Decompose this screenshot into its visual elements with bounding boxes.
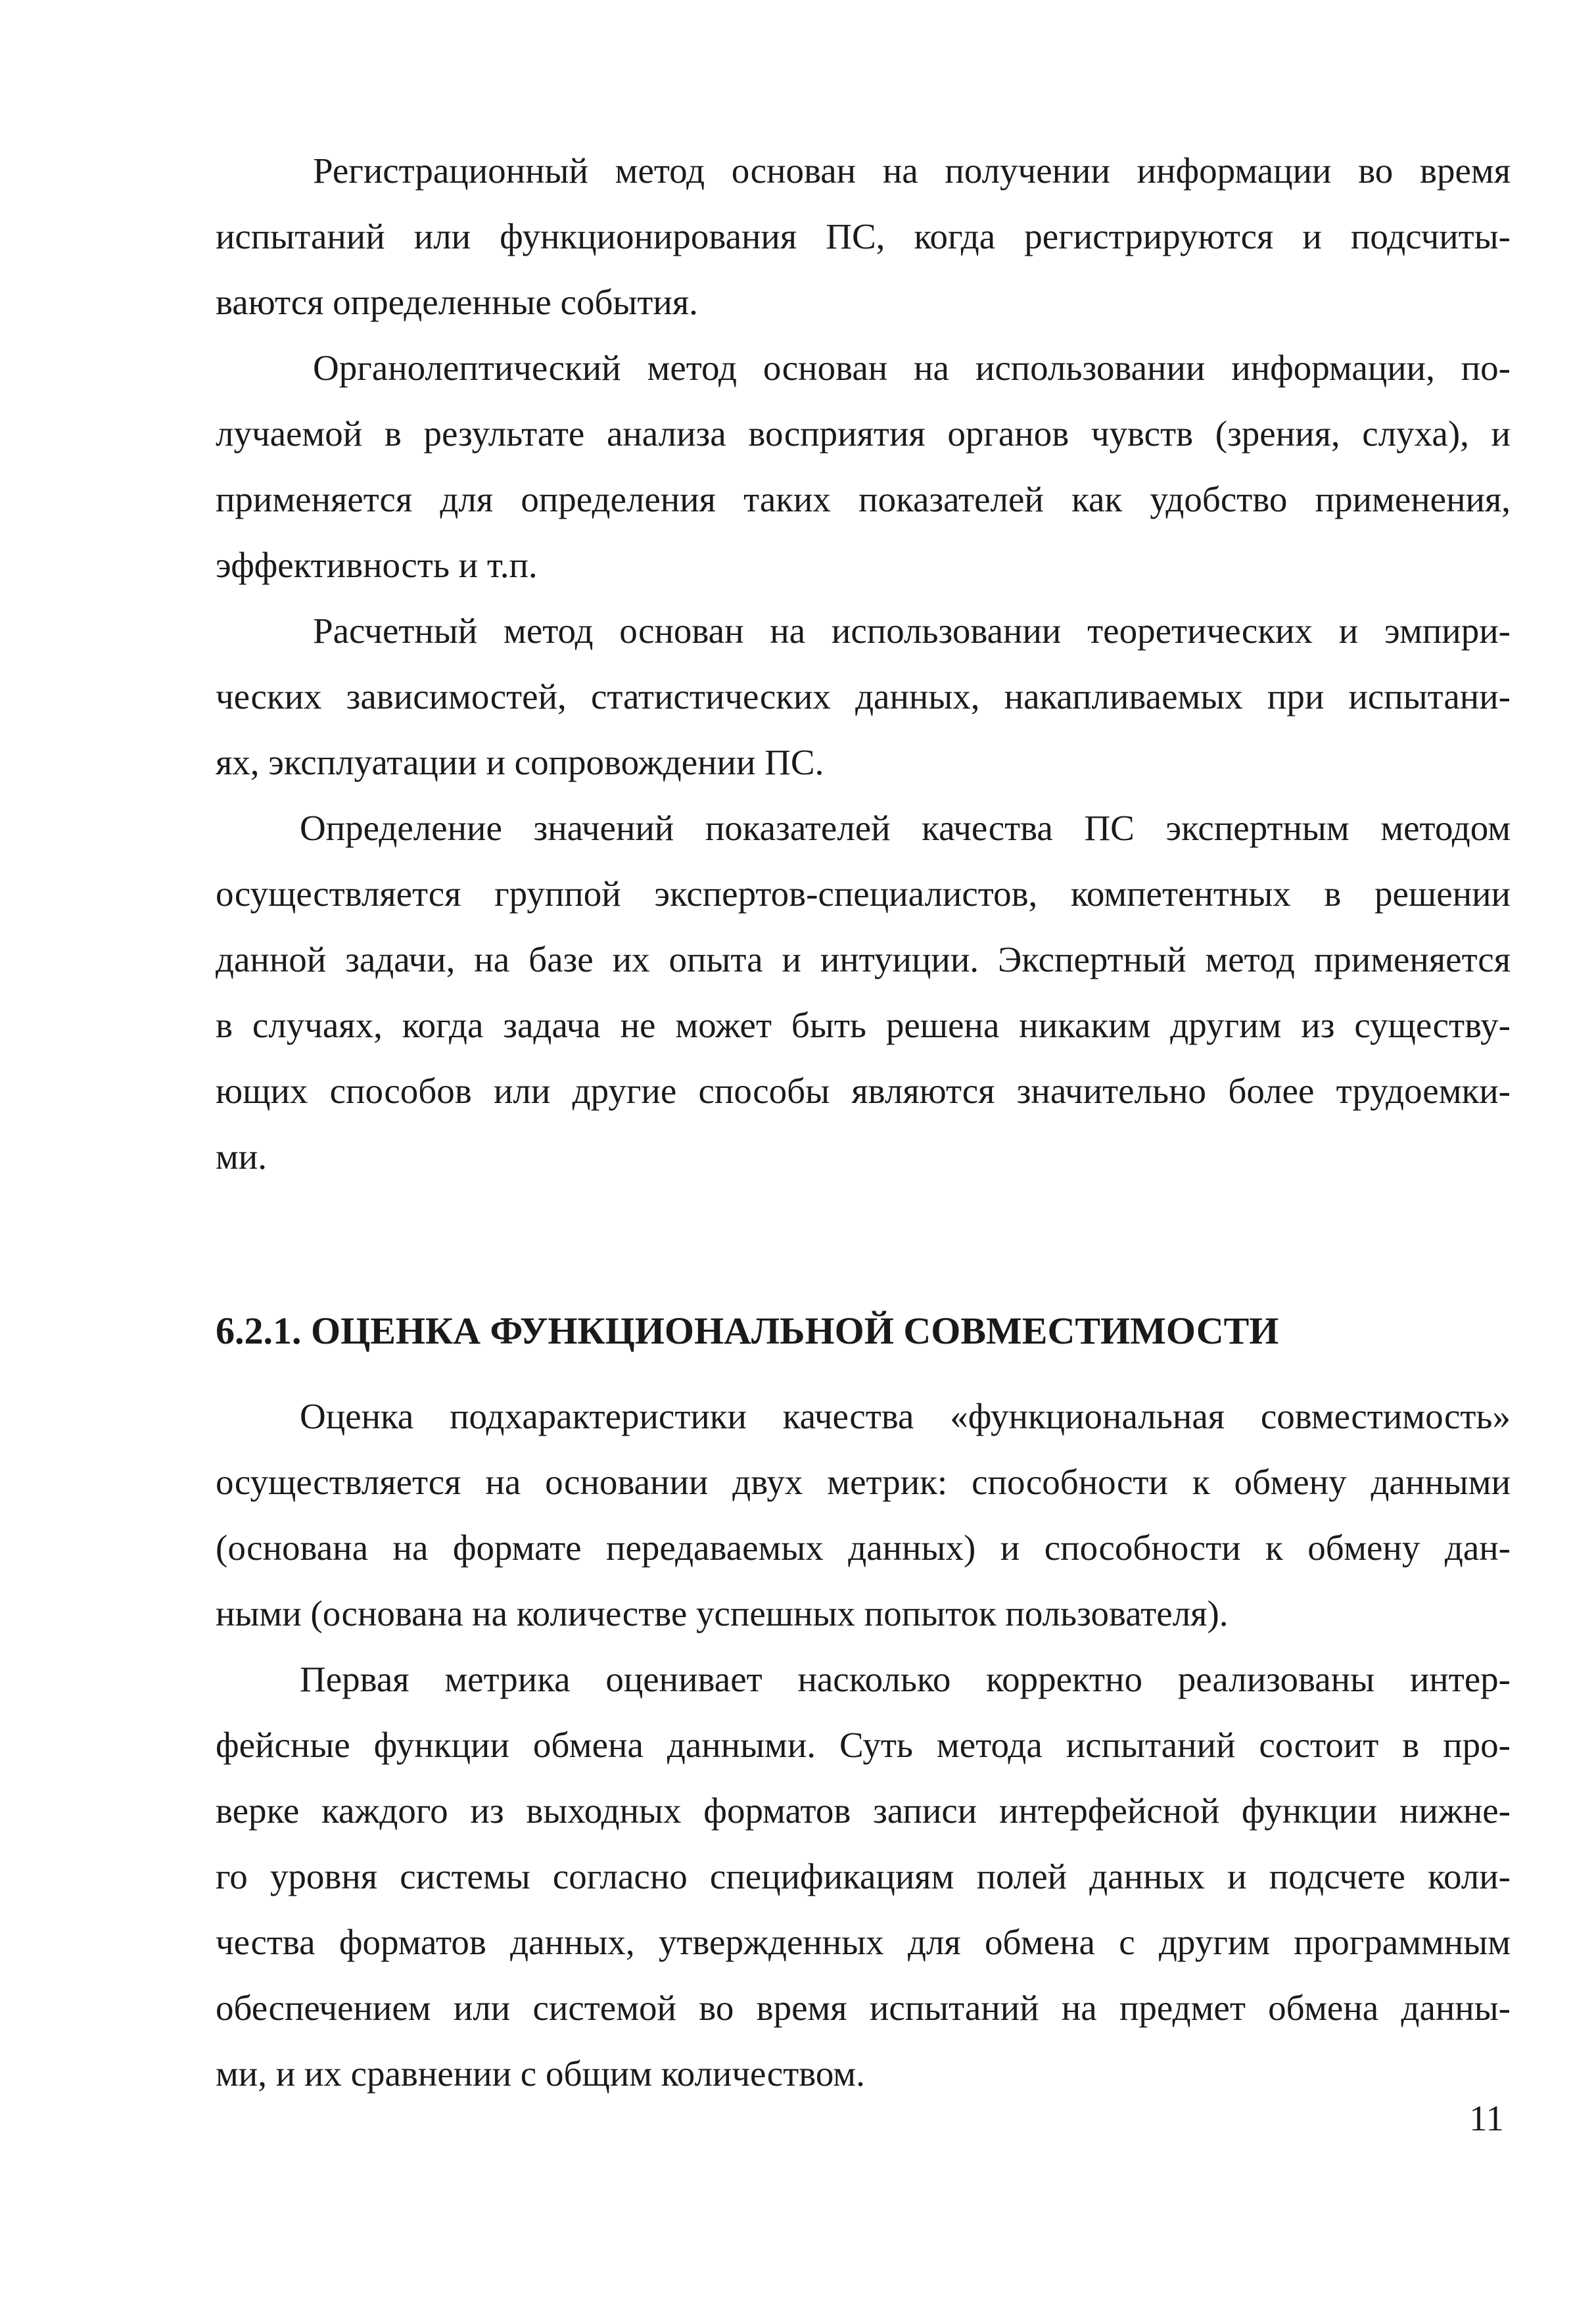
text-line: Расчетный метод основан на использовании теоретических и эмпири- bbox=[313, 611, 1511, 651]
paragraph-expert-method bbox=[216, 795, 1511, 1190]
text-line: ми, и их сравнении с общим количеством. bbox=[216, 2053, 865, 2094]
text-line: лучаемой в результате анализа восприятия органов чувств (зрения, слуха), и bbox=[216, 413, 1511, 454]
paragraph-first-metric bbox=[216, 1647, 1511, 2107]
section-heading: 6.2.1. ОЦЕНКА ФУНКЦИОНАЛЬНОЙ СОВМЕСТИМОСТИ bbox=[216, 1309, 1279, 1352]
text-line: ющих способов или другие способы являются значительно более трудоемки- bbox=[216, 1071, 1511, 1111]
text-line: фейсные функции обмена данными. Суть метода испытаний состоит в про- bbox=[216, 1725, 1511, 1765]
text-line: (основана на формате передаваемых данных) и способности к обмену дан- bbox=[216, 1528, 1511, 1568]
text-line: Органолептический метод основан на использовании информации, по- bbox=[313, 348, 1511, 388]
paragraph-registration-method bbox=[216, 138, 1511, 335]
bottom-text-block bbox=[216, 1384, 1511, 2107]
text-line: ваются определенные события. bbox=[216, 282, 698, 322]
text-line: го уровня системы согласно спецификациям полей данных и подсчете коли- bbox=[216, 1856, 1511, 1896]
text-line: применяется для определения таких показателей как удобство применения, bbox=[216, 479, 1511, 519]
paragraph-functional-compatibility bbox=[216, 1384, 1511, 1647]
text-line: Оценка подхарактеристики качества «функциональная совместимость» bbox=[300, 1396, 1511, 1436]
text-line: эффективность и т.п. bbox=[216, 545, 538, 585]
page-number: 11 bbox=[1469, 2098, 1504, 2138]
text-line: Первая метрика оценивает насколько корректно реализованы интер- bbox=[300, 1659, 1511, 1699]
text-line: данной задачи, на базе их опыта и интуиции. Экспертный метод применяется bbox=[216, 939, 1511, 979]
text-line: осуществляется на основании двух метрик: способности к обмену данными bbox=[216, 1462, 1511, 1502]
top-text-block bbox=[216, 138, 1511, 1190]
text-line: ми. bbox=[216, 1137, 267, 1177]
text-line: осуществляется группой экспертов-специалистов, компетентных в решении bbox=[216, 874, 1511, 914]
text-line: в случаях, когда задача не может быть решена никаким другим из существу- bbox=[216, 1005, 1511, 1045]
text-line: верке каждого из выходных форматов записи интерфейсной функции нижне- bbox=[216, 1791, 1511, 1831]
text-line: Регистрационный метод основан на получении информации во время bbox=[313, 151, 1511, 191]
text-line: Определение значений показателей качества ПС экспертным методом bbox=[300, 808, 1511, 848]
text-line: ными (основана на количестве успешных попыток пользователя). bbox=[216, 1593, 1229, 1633]
text-line: чества форматов данных, утвержденных для обмена с другим программным bbox=[216, 1922, 1511, 1962]
text-line: ях, эксплуатации и сопровождении ПС. bbox=[216, 742, 824, 782]
text-line: ческих зависимостей, статистических данных, накапливаемых при испытани- bbox=[216, 676, 1511, 716]
paragraph-calculation-method bbox=[216, 598, 1511, 795]
paragraph-organoleptic-method bbox=[216, 335, 1511, 598]
text-line: испытаний или функционирования ПС, когда регистрируются и подсчиты- bbox=[216, 216, 1511, 256]
text-line: обеспечением или системой во время испытаний на предмет обмена данны- bbox=[216, 1988, 1511, 2028]
